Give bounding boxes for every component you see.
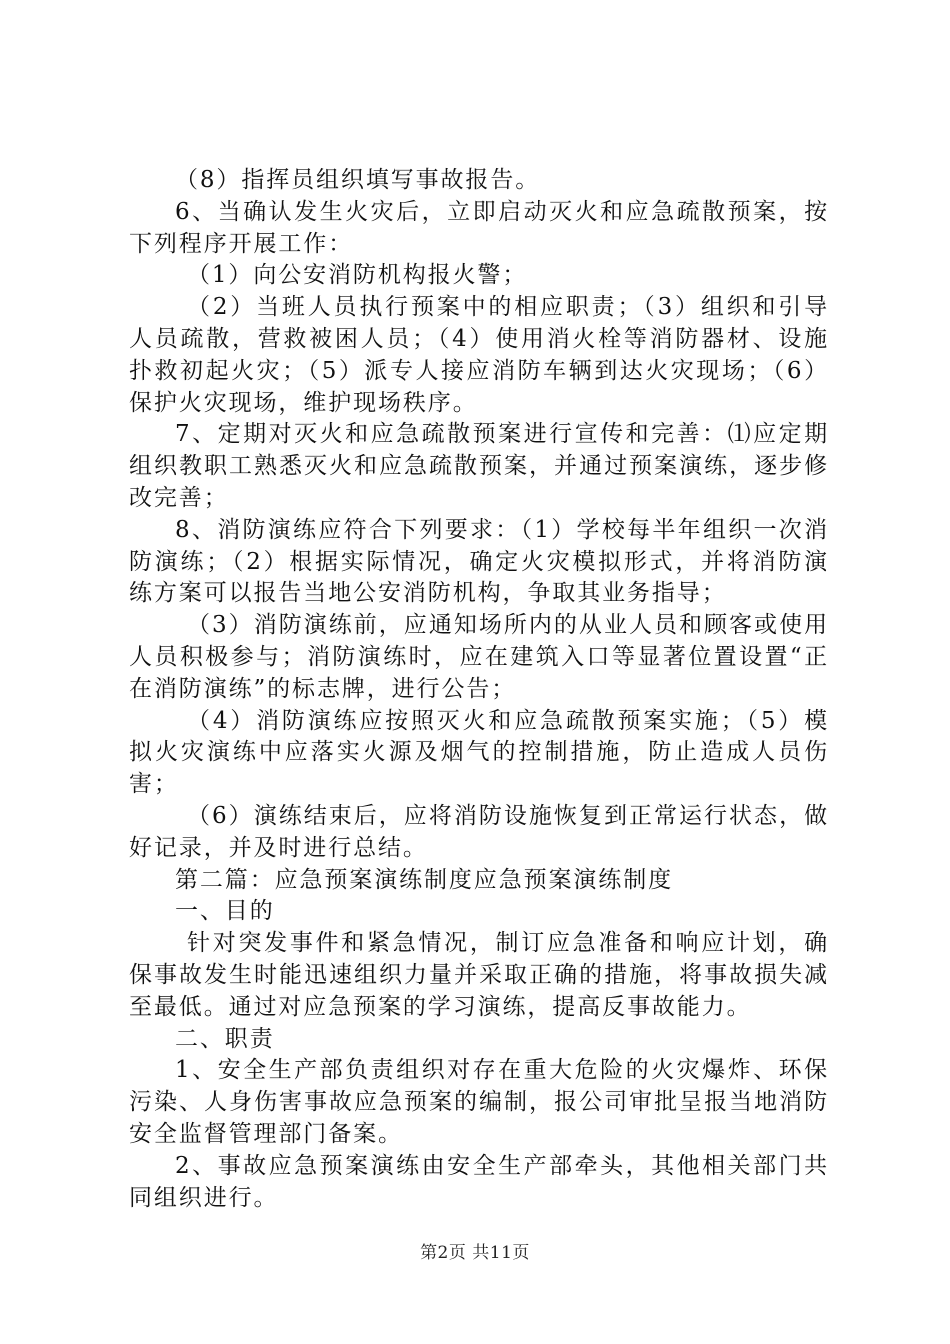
paragraph: 1、安全生产部负责组织对存在重大危险的火灾爆炸、环保污染、人身伤害事故应急预案的编制，报公司审批呈报当地消防安全监督管理部门备案。 xyxy=(129,1057,829,1147)
document-body xyxy=(129,165,829,1214)
section-heading: 第二篇：应急预案演练制度应急预案演练制度 xyxy=(175,866,673,893)
paragraph: 8、消防演练应符合下列要求：（1）学校每半年组织一次消防演练；（2）根据实际情况，确定火灾模拟形式，并将消防演练方案可以报告当地公安消防机构，争取其业务指导； xyxy=(129,516,829,607)
paragraph: （8）指挥员组织填写事故报告。 xyxy=(175,167,541,193)
section-heading: 一、目的 xyxy=(175,898,275,925)
paragraph: （3）消防演练前，应通知场所内的从业人员和顾客或使用人员积极参与；消防演练时，应在建筑入口等显著位置设置“正在消防演练”的标志牌，进行公告； xyxy=(129,612,829,702)
paragraph: （4）消防演练应按照灭火和应急疏散预案实施；（5）模拟火灾演练中应落实火源及烟气的控制措施，防止造成人员伤害； xyxy=(129,707,829,798)
paragraph: 2、事故应急预案演练由安全生产部牵头，其他相关部门共同组织进行。 xyxy=(129,1152,829,1211)
page-number-footer: 第2页 共11页 xyxy=(420,1243,530,1263)
paragraph: （2）当班人员执行预案中的相应职责；（3）组织和引导人员疏散，营救被困人员；（4）使用消火栓等消防器材、设施扑救初起火灾；（5）派专人接应消防车辆到达火灾现场；（6）保护火灾现场，维护现场秩序。 xyxy=(129,294,829,416)
paragraph: 7、定期对灭火和应急疏散预案进行宣传和完善：⑴应定期组织教职工熟悉灭火和应急疏散预案，并通过预案演练，逐步修改完善； xyxy=(129,421,829,511)
paragraph: 6、当确认发生火灾后，立即启动灭火和应急疏散预案，按下列程序开展工作： xyxy=(129,198,829,257)
paragraph: （6）演练结束后，应将消防设施恢复到正常运行状态，做好记录，并及时进行总结。 xyxy=(129,802,829,861)
section-heading: 二、职责 xyxy=(175,1025,275,1052)
paragraph: 针对突发事件和紧急情况，制订应急准备和响应计划，确保事故发生时能迅速组织力量并采取正确的措施，将事故损失减至最低。通过对应急预案的学习演练，提高反事故能力。 xyxy=(129,930,829,1020)
paragraph: （1）向公安消防机构报火警； xyxy=(187,262,528,289)
